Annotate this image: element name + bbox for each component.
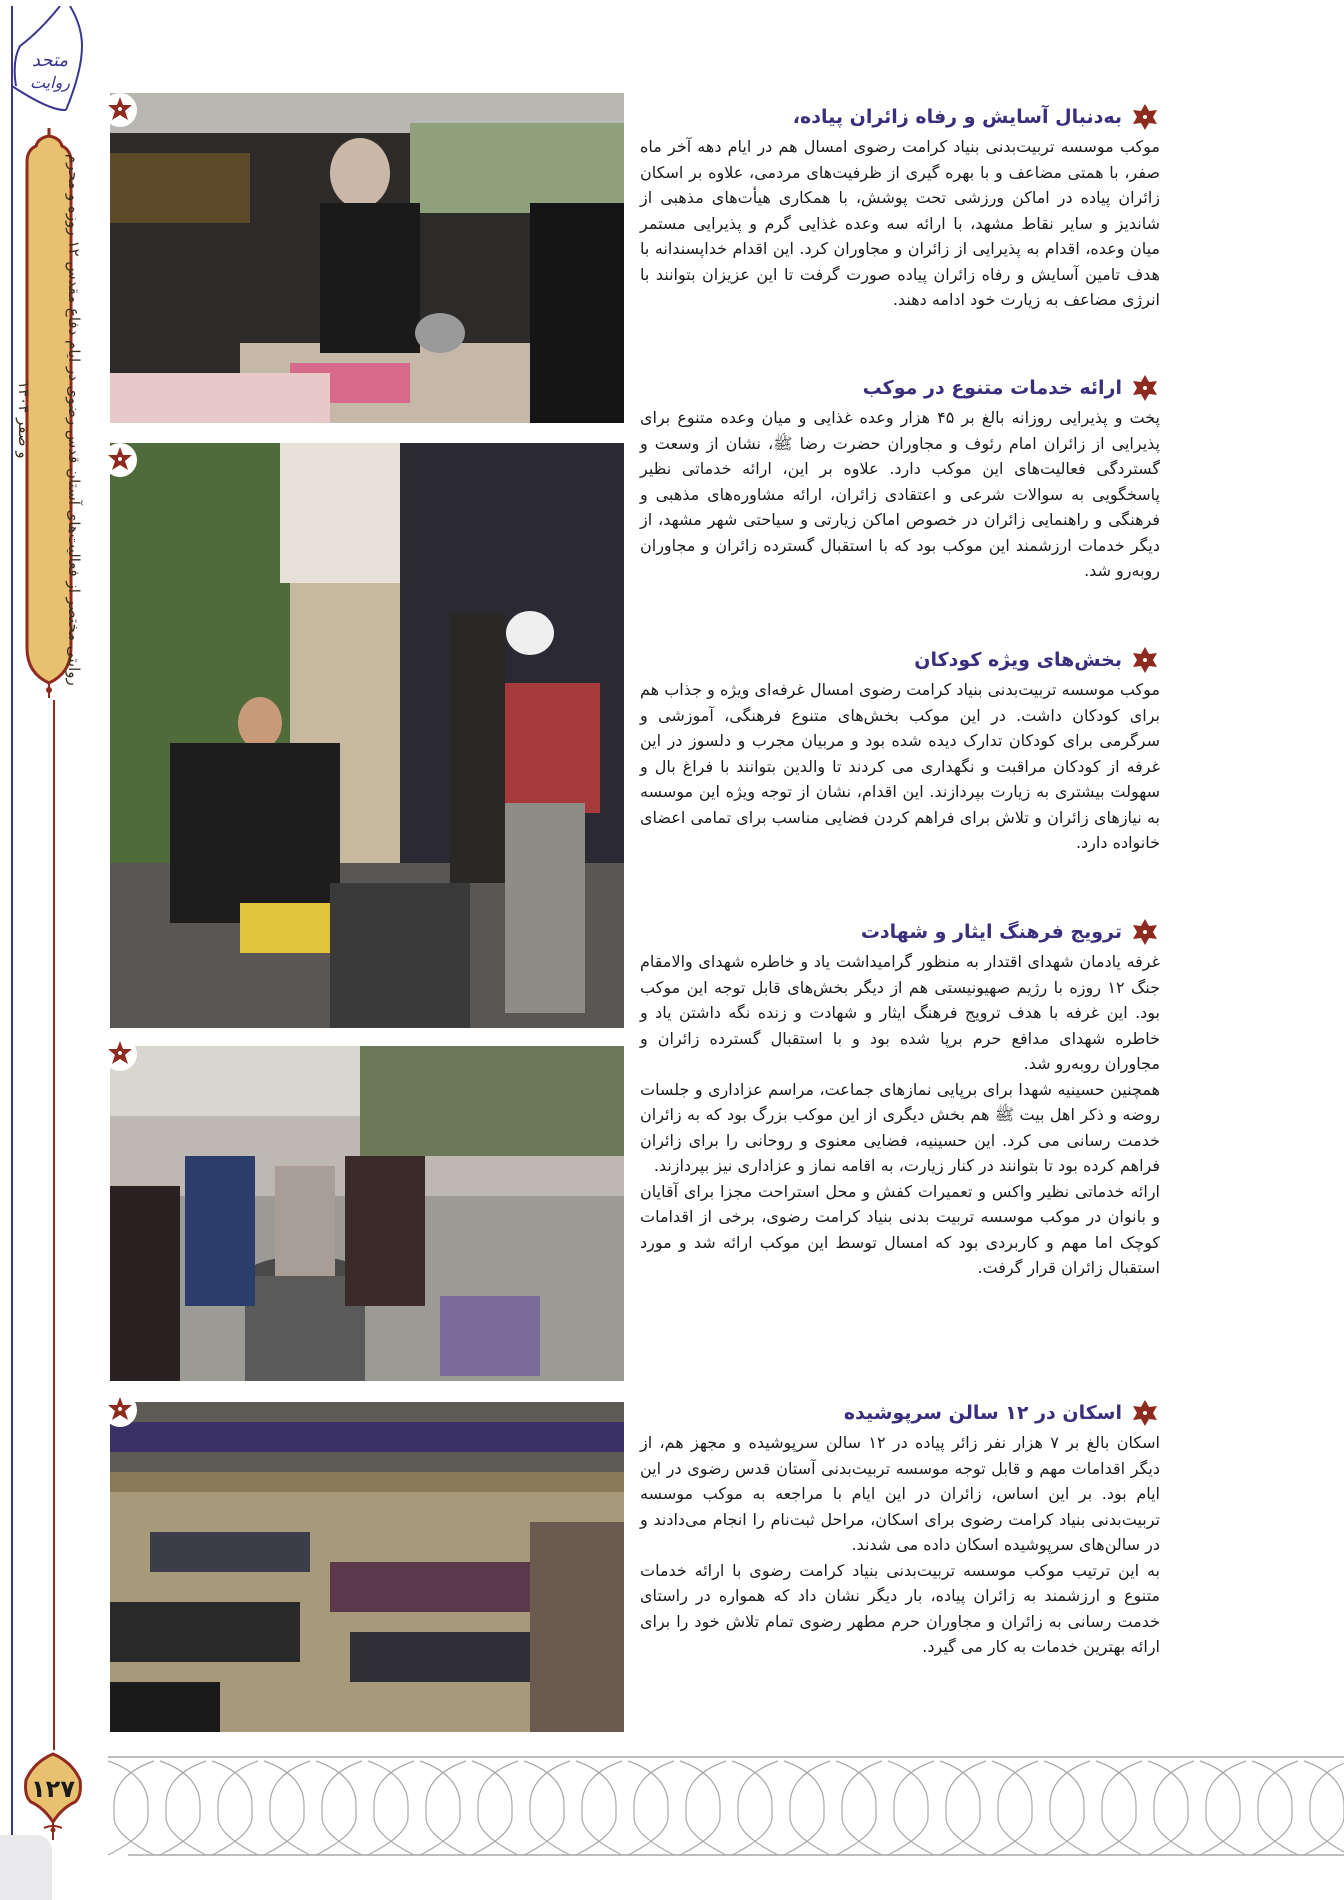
red-star-icon	[103, 1037, 137, 1071]
section-paragraph: به این ترتیب موکب موسسه تربیت‌بدنی بنیاد کرامت رضوی با ارائه خدمات متنوع و ارزشمند به زائران پیاده، بار دیگر نشان داد که همواره در راستای خدمت رسانی به زائران و مجاوران حرم مطهر رضوی تمام تلاش خود را برای ارائه بهترین خدمات به کار می گیرد.	[640, 1560, 1160, 1656]
side-band-caption: روایتی مختصر از فعالیت‌های آستان قدس رضوی در ایام دفاع مقدس ۱۲ روزه و محرم و صفر ۱۴۰۴	[15, 154, 83, 686]
section-paragraph: موکب موسسه تربیت‌بدنی بنیاد کرامت رضوی امسال غرفه‌ای ویژه و جذاب هم برای کودکان داشت. در این موکب بخش‌های متنوع فرهنگی، آموزشی و سرگرمی برای کودکان تدارک دیده شده بود و مربیان مجرب و دلسوز در این غرفه از کودکان مراقبت و نگهداری می کردند تا والدین بتوانند با فراغ بال و سهولت بیشتری به زیارت بپردازند. این اقدام، نشان از توجه ویژه این موسسه به نیازهای زائران و تلاش برای فراهم کردن فضایی مناسب برای تمامی اعضای خانواده دارد.	[640, 680, 1160, 852]
arch-motif	[212, 1761, 258, 1855]
arch-motif	[1096, 1761, 1142, 1855]
page-number: ۱۲۷	[31, 1775, 75, 1803]
section-comfort	[640, 102, 1160, 313]
arch-motif	[784, 1761, 830, 1855]
section-paragraph: اسکان بالغ بر ۷ هزار نفر زائر پیاده در ۱۲ سالن سرپوشیده و مجهز هم، از دیگر اقدامات مهم و قابل توجه موسسه تربیت‌بدنی آستان قدس رضوی در این ایام بود. بر این اساس، زائران در این ایام با مراجعه به موکب موسسه تربیت‌بدنی بنیاد کرامت رضوی برای اسکان، مراحل ثبت‌نام را انجام می‌دادند و در سالن‌های سرپوشیده اسکان داده می شدند.	[640, 1433, 1161, 1554]
section-paragraph: غرفه یادمان شهدای اقتدار به منظور گرامیداشت یاد و خاطره شهدای والامقام جنگ ۱۲ روزه با رژیم صهیونیستی هم از دیگر بخش‌های قابل توجه این موکب بود. این غرفه با هدف ترویج فرهنگ ایثار و شهادت و زنده نگه داشتن یاد و خاطره شهدای مدافع حرم برپا شده بود و با استقبال گسترده زائران و مجاوران روبه‌رو شد.	[640, 952, 1160, 1073]
arch-motif	[160, 1761, 206, 1855]
section-children	[640, 645, 1160, 856]
photo-hall-sleeping	[110, 1402, 624, 1732]
corner-tab	[0, 1835, 52, 1900]
footer-arch-pattern	[108, 1755, 1344, 1857]
red-star-icon	[103, 1393, 137, 1427]
arch-motif	[888, 1761, 934, 1855]
section-star-icon	[1130, 917, 1160, 947]
red-star-icon	[103, 443, 137, 477]
arch-motif	[1148, 1761, 1194, 1855]
arch-motif	[1304, 1761, 1344, 1855]
section-accommodation	[640, 1398, 1160, 1660]
section-star-icon	[1130, 645, 1160, 675]
section-star-icon	[1130, 373, 1160, 403]
arch-motif	[524, 1761, 570, 1855]
photo-tea-serving	[110, 93, 624, 423]
section-martyrdom	[640, 917, 1160, 1281]
arch-motif	[368, 1761, 414, 1855]
magazine-logo	[10, 6, 90, 116]
section-paragraph: همچنین حسینیه شهدا برای برپایی نمازهای جماعت، مراسم عزاداری و جلسات روضه و ذکر اهل بیت ﷺ هم بخش دیگری از این موکب بزرگ بود که به زائران خدمت رسانی می کرد. این حسینیه، فضایی معنوی و روحانی را برای زائران فراهم کرده بود تا بتوانند در کنار زیارت، به اقامه نماز و عزاداری نیز بپردازند.	[640, 1079, 1160, 1175]
arch-motif	[992, 1761, 1038, 1855]
arch-motif	[680, 1761, 726, 1855]
arch-motif	[836, 1761, 882, 1855]
section-star-icon	[1130, 1398, 1160, 1428]
section-title: بخش‌های ویژه کودکان	[640, 645, 1160, 675]
red-star-icon	[103, 93, 137, 127]
section-star-icon	[1130, 102, 1160, 132]
arch-motif	[732, 1761, 778, 1855]
section-title: به‌دنبال آسایش و رفاه زائران پیاده،	[640, 102, 1160, 132]
photo-courtyard-women	[110, 1046, 624, 1381]
arch-motif	[1044, 1761, 1090, 1855]
side-red-line	[53, 700, 55, 1750]
section-paragraph: پخت و پذیرایی روزانه بالغ بر ۴۵ هزار وعده غذایی و میان وعده متنوع برای پذیرایی از زائران امام رئوف و مجاوران حضرت رضا ﷺ، نشان از وسعت و گستردگی فعالیت‌های این موکب دارد. علاوه بر این، ارائه خدماتی نظیر پاسخگویی به سوالات شرعی و اعتقادی زائران، ارائه مشاوره‌های مذهبی و فرهنگی و راهنمایی زائران در خصوص اماکن زیارتی و سیاحتی شهر مشهد، از دیگر خدمات ارزشمند این موکب بود که با استقبال گسترده زائران و مجاوران روبه‌رو شد.	[640, 408, 1160, 580]
arch-motif	[420, 1761, 466, 1855]
section-services	[640, 373, 1160, 584]
arch-motif	[628, 1761, 674, 1855]
arch-motif	[576, 1761, 622, 1855]
arch-motif	[472, 1761, 518, 1855]
section-title: ترویج فرهنگ ایثار و شهادت	[640, 917, 1160, 947]
arch-motif	[108, 1761, 154, 1855]
arch-motif	[316, 1761, 362, 1855]
arch-motif	[264, 1761, 310, 1855]
arch-motif	[1252, 1761, 1298, 1855]
logo-calligraphy: متحد	[31, 50, 69, 71]
arch-motif	[940, 1761, 986, 1855]
svg-text:روایت: روایت	[29, 73, 71, 92]
section-paragraph: موکب موسسه تربیت‌بدنی بنیاد کرامت رضوی امسال هم در ایام دهه آخر ماه صفر، با همتی مضاعف و با بهره گیری از ظرفیت‌های مردمی، علاوه بر اسکان زائران پیاده در اماکن ورزشی تحت پوشش، با همکاری هیأت‌های مذهبی از شاندیز و سایر نقاط مشهد، با ارائه سه وعده غذایی گرم و پذیرایی مستمر میان وعده، اقدام به پذیرایی از زائران و مجاوران کرد. این اقدام خداپسندانه با هدف تامین آسایش و رفاه زائران پیاده صورت گرفت تا این عزیزان بتوانند با انرژی مضاعف به زیارت خود ادامه دهند.	[640, 137, 1160, 309]
section-title: ارائه خدمات متنوع در موکب	[640, 373, 1160, 403]
section-paragraph: ارائه خدماتی نظیر واکس و تعمیرات کفش و محل استراحت مجزا برای آقایان و بانوان در موکب موسسه تربیت بدنی بنیاد کرامت رضوی، برخی از اقدامات کوچک اما مهم و کاربردی بود که امسال توسط این موکب ارائه شد و مورد استقبال زائران قرار گرفت.	[640, 1181, 1160, 1277]
section-title: اسکان در ۱۲ سالن سرپوشیده	[640, 1398, 1160, 1428]
arch-motif	[1200, 1761, 1246, 1855]
photo-shoe-repair	[110, 443, 624, 1028]
